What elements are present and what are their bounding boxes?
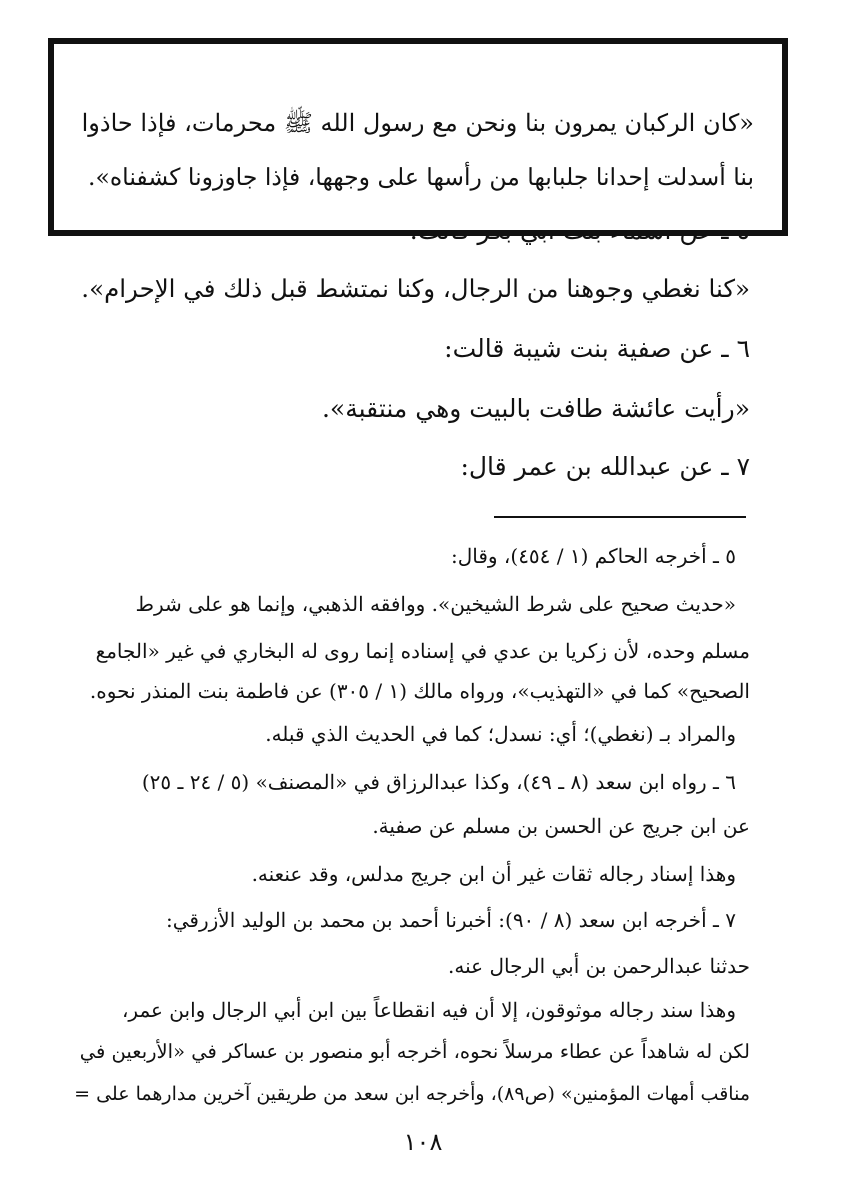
- footnote-7-line-5: مناقب أمهات المؤمنين» (ص٨٩)، وأخرجه ابن سعد من طريقين آخرين مدارهما على =: [74, 1083, 750, 1105]
- footnote-7-line-2: حدثنا عبدالرحمن بن أبي الرجال عنه.: [448, 954, 750, 978]
- footnote-5-line-3: مسلم وحده، لأن زكريا بن عدي في إسناده إنما روى له البخاري في غير «الجامع: [95, 639, 750, 663]
- page-number: ١٠٨: [403, 1128, 443, 1156]
- hadith5-text: «كنا نغطي وجوهنا من الرجال، وكنا نمتشط قبل ذلك في الإحرام».: [81, 274, 750, 303]
- footnote-6-line-3: وهذا إسناد رجاله ثقات غير أن ابن جريج مدلس، وقد عنعنه.: [251, 862, 736, 886]
- highlight-line-1: «كان الركبان يمرون بنا ونحن مع رسول الله ﷺ محرمات، فإذا حاذوا: [81, 109, 754, 137]
- footnote-7-line-3: وهذا سند رجاله موثوقون، إلا أن فيه انقطاعاً بين ابن أبي الرجال وابن عمر،: [121, 998, 736, 1022]
- footnote-7-line-1: ٧ ـ أخرجه ابن سعد (٨ / ٩٠): أخبرنا أحمد بن محمد بن الوليد الأزرقي:: [166, 908, 736, 932]
- hadith6-text: «رأيت عائشة طافت بالبيت وهي منتقبة».: [321, 394, 750, 423]
- footnote-7-line-4: لكن له شاهداً عن عطاء مرسلاً نحوه، أخرجه أبو منصور بن عساكر في «الأربعين في: [79, 1040, 750, 1063]
- footnote-6-line-2: عن ابن جريج عن الحسن بن مسلم عن صفية.: [372, 814, 750, 838]
- highlight-line-2: بنا أسدلت إحدانا جلبابها من رأسها على وجهها، فإذا جاوزونا كشفناه».: [88, 163, 754, 191]
- footnote-5-line-2: «حديث صحيح على شرط الشيخين». ووافقه الذهبي، وإنما هو على شرط: [135, 592, 736, 616]
- footnote-6-line-1: ٦ ـ رواه ابن سعد (٨ ـ ٤٩)، وكذا عبدالرزاق في «المصنف» (٥ / ٢٤ ـ ٢٥): [141, 770, 736, 794]
- highlight-box: [48, 38, 788, 236]
- hadith7-heading: ٧ ـ عن عبدالله بن عمر قال:: [460, 452, 750, 481]
- footnote-5-line-1: ٥ ـ أخرجه الحاكم (١ / ٤٥٤)، وقال:: [450, 544, 736, 568]
- footnote-separator: [494, 516, 746, 518]
- footnote-5-line-5: والمراد بـ (نغطي)؛ أي: نسدل؛ كما في الحديث الذي قبله.: [265, 722, 736, 746]
- footnote-5-line-4: الصحيح» كما في «التهذيب»، ورواه مالك (١ / ٣٠٥) عن فاطمة بنت المنذر نحوه.: [89, 679, 750, 703]
- hadith6-heading: ٦ ـ عن صفية بنت شيبة قالت:: [444, 334, 750, 363]
